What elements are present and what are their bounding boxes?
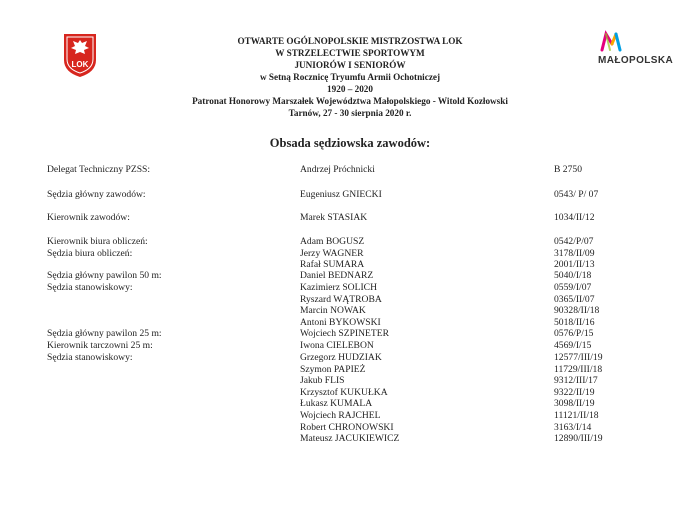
malopolska-label: MAŁOPOLSKA — [598, 55, 674, 66]
header-line: Tarnów, 27 - 30 sierpnia 2020 r. — [288, 108, 412, 118]
license-number: 12890/III/19 — [554, 433, 603, 444]
list-item — [0, 410, 700, 421]
person-name: Eugeniusz GNIECKI — [300, 189, 382, 200]
person-name: Ryszard WĄTROBA — [300, 294, 382, 305]
license-number: 4569/I/15 — [554, 340, 592, 351]
person-name: Andrzej Próchnicki — [300, 164, 375, 175]
person-name: Antoni BYKOWSKI — [300, 317, 381, 328]
list-item — [0, 328, 700, 339]
person-name: Iwona CIELEBON — [300, 340, 374, 351]
role-label: Kierownik tarczowni 25 m: — [47, 340, 153, 351]
license-number: 90328/II/18 — [554, 305, 600, 316]
list-item — [0, 387, 700, 398]
list-item — [0, 189, 700, 200]
list-item — [0, 270, 700, 281]
license-number: 9322/II/19 — [554, 387, 595, 398]
license-number: 3163/I/14 — [554, 422, 592, 433]
header-line: JUNIORÓW I SENIORÓW — [294, 60, 406, 70]
person-name: Daniel BEDNARZ — [300, 270, 374, 281]
person-name: Łukasz KUMALA — [300, 398, 373, 409]
license-number: 1034/II/12 — [554, 212, 595, 223]
person-name: Jerzy WAGNER — [300, 248, 364, 259]
list-item — [0, 305, 700, 316]
header-line: w Setną Rocznicę Tryumfu Armii Ochotniczej — [259, 72, 441, 82]
license-number: 3178/II/09 — [554, 248, 595, 259]
role-label: Kierownik zawodów: — [47, 212, 130, 223]
header-line: OTWARTE OGÓLNOPOLSKIE MISTRZOSTWA LOK — [237, 36, 463, 46]
list-item — [0, 212, 700, 223]
role-label: Sędzia główny zawodów: — [47, 189, 146, 200]
person-name: Robert CHRONOWSKI — [300, 422, 394, 433]
person-name: Rafał SUMARA — [300, 259, 365, 270]
license-number: 9312/III/17 — [554, 375, 598, 386]
license-number: 5040/I/18 — [554, 270, 592, 281]
person-name: Jakub FLIS — [300, 375, 345, 386]
person-name: Wojciech RAJCHEL — [300, 410, 381, 421]
person-name: Adam BOGUSZ — [300, 236, 365, 247]
header-line: 1920 – 2020 — [327, 84, 373, 94]
lok-logo — [62, 32, 98, 78]
role-label: Delegat Techniczny PZSS: — [47, 164, 151, 175]
page-subtitle: Obsada sędziowska zawodów: — [269, 136, 431, 150]
person-name: Mateusz JACUKIEWICZ — [300, 433, 400, 444]
license-number: 11121/II/18 — [554, 410, 599, 421]
role-label: Kierownik biura obliczeń: — [47, 236, 148, 247]
list-item — [0, 422, 700, 433]
person-name: Marcin NOWAK — [300, 305, 366, 316]
license-number: B 2750 — [554, 164, 582, 175]
person-name: Marek STASIAK — [300, 212, 368, 223]
license-number: 0576/P/15 — [554, 328, 594, 339]
list-item — [0, 364, 700, 375]
license-number: 0543/ P/ 07 — [554, 189, 599, 200]
list-item — [0, 317, 700, 328]
license-number: 2001/II/13 — [554, 259, 595, 270]
list-item — [0, 340, 700, 351]
header-line: Patronat Honorowy Marszałek Województwa Małopolskiego - Witold Kozłowski — [192, 96, 508, 106]
person-name: Wojciech SZPINETER — [300, 328, 390, 339]
list-item — [0, 398, 700, 409]
list-item — [0, 248, 700, 259]
event-header — [150, 35, 550, 119]
role-label: Sędzia stanowiskowy: — [47, 352, 133, 363]
person-name: Krzysztof KUKUŁKA — [300, 387, 388, 398]
license-number: 0365/II/07 — [554, 294, 595, 305]
person-name: Szymon PAPIEŻ — [300, 364, 366, 375]
list-item — [0, 375, 700, 386]
list-item — [0, 164, 700, 175]
license-number: 3098/II/19 — [554, 398, 595, 409]
list-item — [0, 352, 700, 363]
license-number: 5018/II/16 — [554, 317, 595, 328]
role-label: Sędzia główny pawilon 25 m: — [47, 328, 162, 339]
license-number: 0542/P/07 — [554, 236, 594, 247]
role-label: Sędzia biura obliczeń: — [47, 248, 133, 259]
list-item — [0, 236, 700, 247]
license-number: 0559/I/07 — [554, 282, 592, 293]
license-number: 11729/III/18 — [554, 364, 603, 375]
list-item — [0, 282, 700, 293]
person-name: Grzegorz HUDZIAK — [300, 352, 382, 363]
header-line: W STRZELECTWIE SPORTOWYM — [275, 48, 425, 58]
license-number: 12577/III/19 — [554, 352, 603, 363]
role-label: Sędzia główny pawilon 50 m: — [47, 270, 162, 281]
person-name: Kazimierz SOLICH — [300, 282, 377, 293]
lok-label: LOK — [71, 60, 89, 69]
list-item — [0, 294, 700, 305]
list-item — [0, 433, 700, 444]
list-item — [0, 259, 700, 270]
role-label: Sędzia stanowiskowy: — [47, 282, 133, 293]
